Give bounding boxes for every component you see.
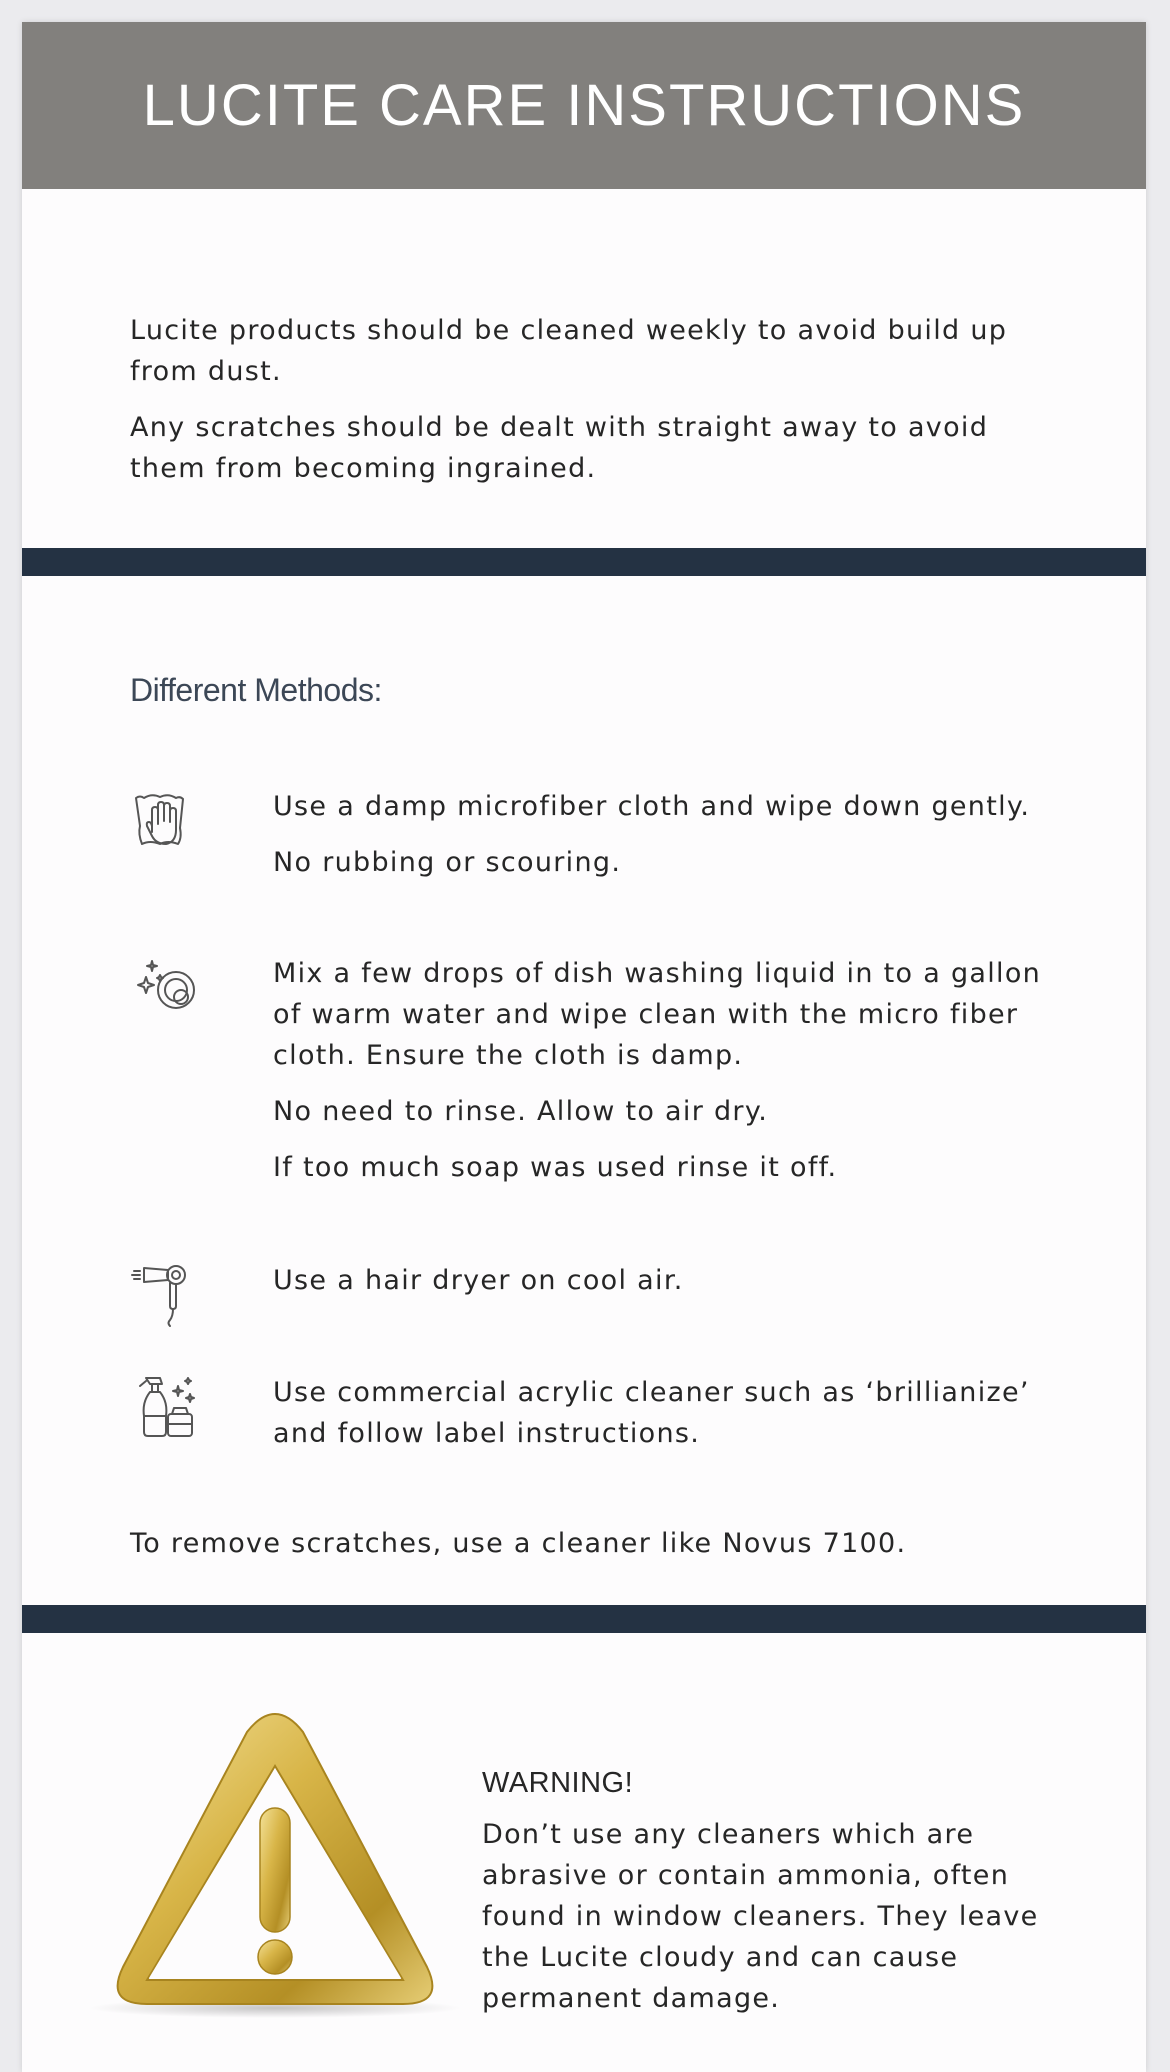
spray-bottle-cleaner-icon	[130, 1372, 206, 1448]
intro-section	[130, 310, 1060, 504]
method-line: Use commercial acrylic cleaner such as ‘brillianize’ and follow label instructions.	[273, 1377, 1030, 1449]
page-title: LUCITE CARE INSTRUCTIONS	[142, 73, 1026, 138]
header-banner	[22, 22, 1146, 189]
scratch-removal-note	[130, 1523, 1060, 1579]
warning-section	[482, 1767, 1092, 2034]
method-line: Use a hair dryer on cool air.	[273, 1265, 684, 1296]
hand-wipe-cloth-icon	[130, 786, 206, 862]
method-text	[273, 786, 1053, 898]
sparkling-dish-icon	[130, 953, 206, 1029]
method-line: Use a damp microfiber cloth and wipe down gently.	[273, 791, 1031, 822]
hair-dryer-icon	[130, 1260, 206, 1336]
closing-text: To remove scratches, use a cleaner like Novus 7100.	[130, 1528, 907, 1559]
method-line: No rubbing or scouring.	[273, 847, 622, 878]
intro-paragraph-2: Any scratches should be dealt with straight away to avoid them from becoming ingrained.	[130, 412, 989, 484]
care-card	[22, 22, 1146, 2072]
methods-heading: Different Methods:	[130, 672, 382, 708]
method-text	[273, 1260, 1053, 1316]
warning-text: Don’t use any cleaners which are abrasive or contain ammonia, often found in window cleaners. They leave the Lucite cloudy and can cause permanent damage.	[482, 1819, 1039, 2014]
method-line: If too much soap was used rinse it off.	[273, 1152, 838, 1183]
method-text	[273, 953, 1053, 1203]
warning-title: WARNING!	[482, 1767, 634, 1799]
section-divider	[22, 1605, 1146, 1633]
intro-paragraph-1: Lucite products should be cleaned weekly to avoid build up from dust.	[130, 315, 1008, 387]
warning-triangle-icon	[87, 1702, 463, 2032]
method-text	[273, 1372, 1053, 1469]
method-line: No need to rinse. Allow to air dry.	[273, 1096, 769, 1127]
method-line: Mix a few drops of dish washing liquid in to a gallon of warm water and wipe clean with the micro fiber cloth. Ensure the cloth is damp.	[273, 958, 1042, 1071]
section-divider	[22, 548, 1146, 576]
